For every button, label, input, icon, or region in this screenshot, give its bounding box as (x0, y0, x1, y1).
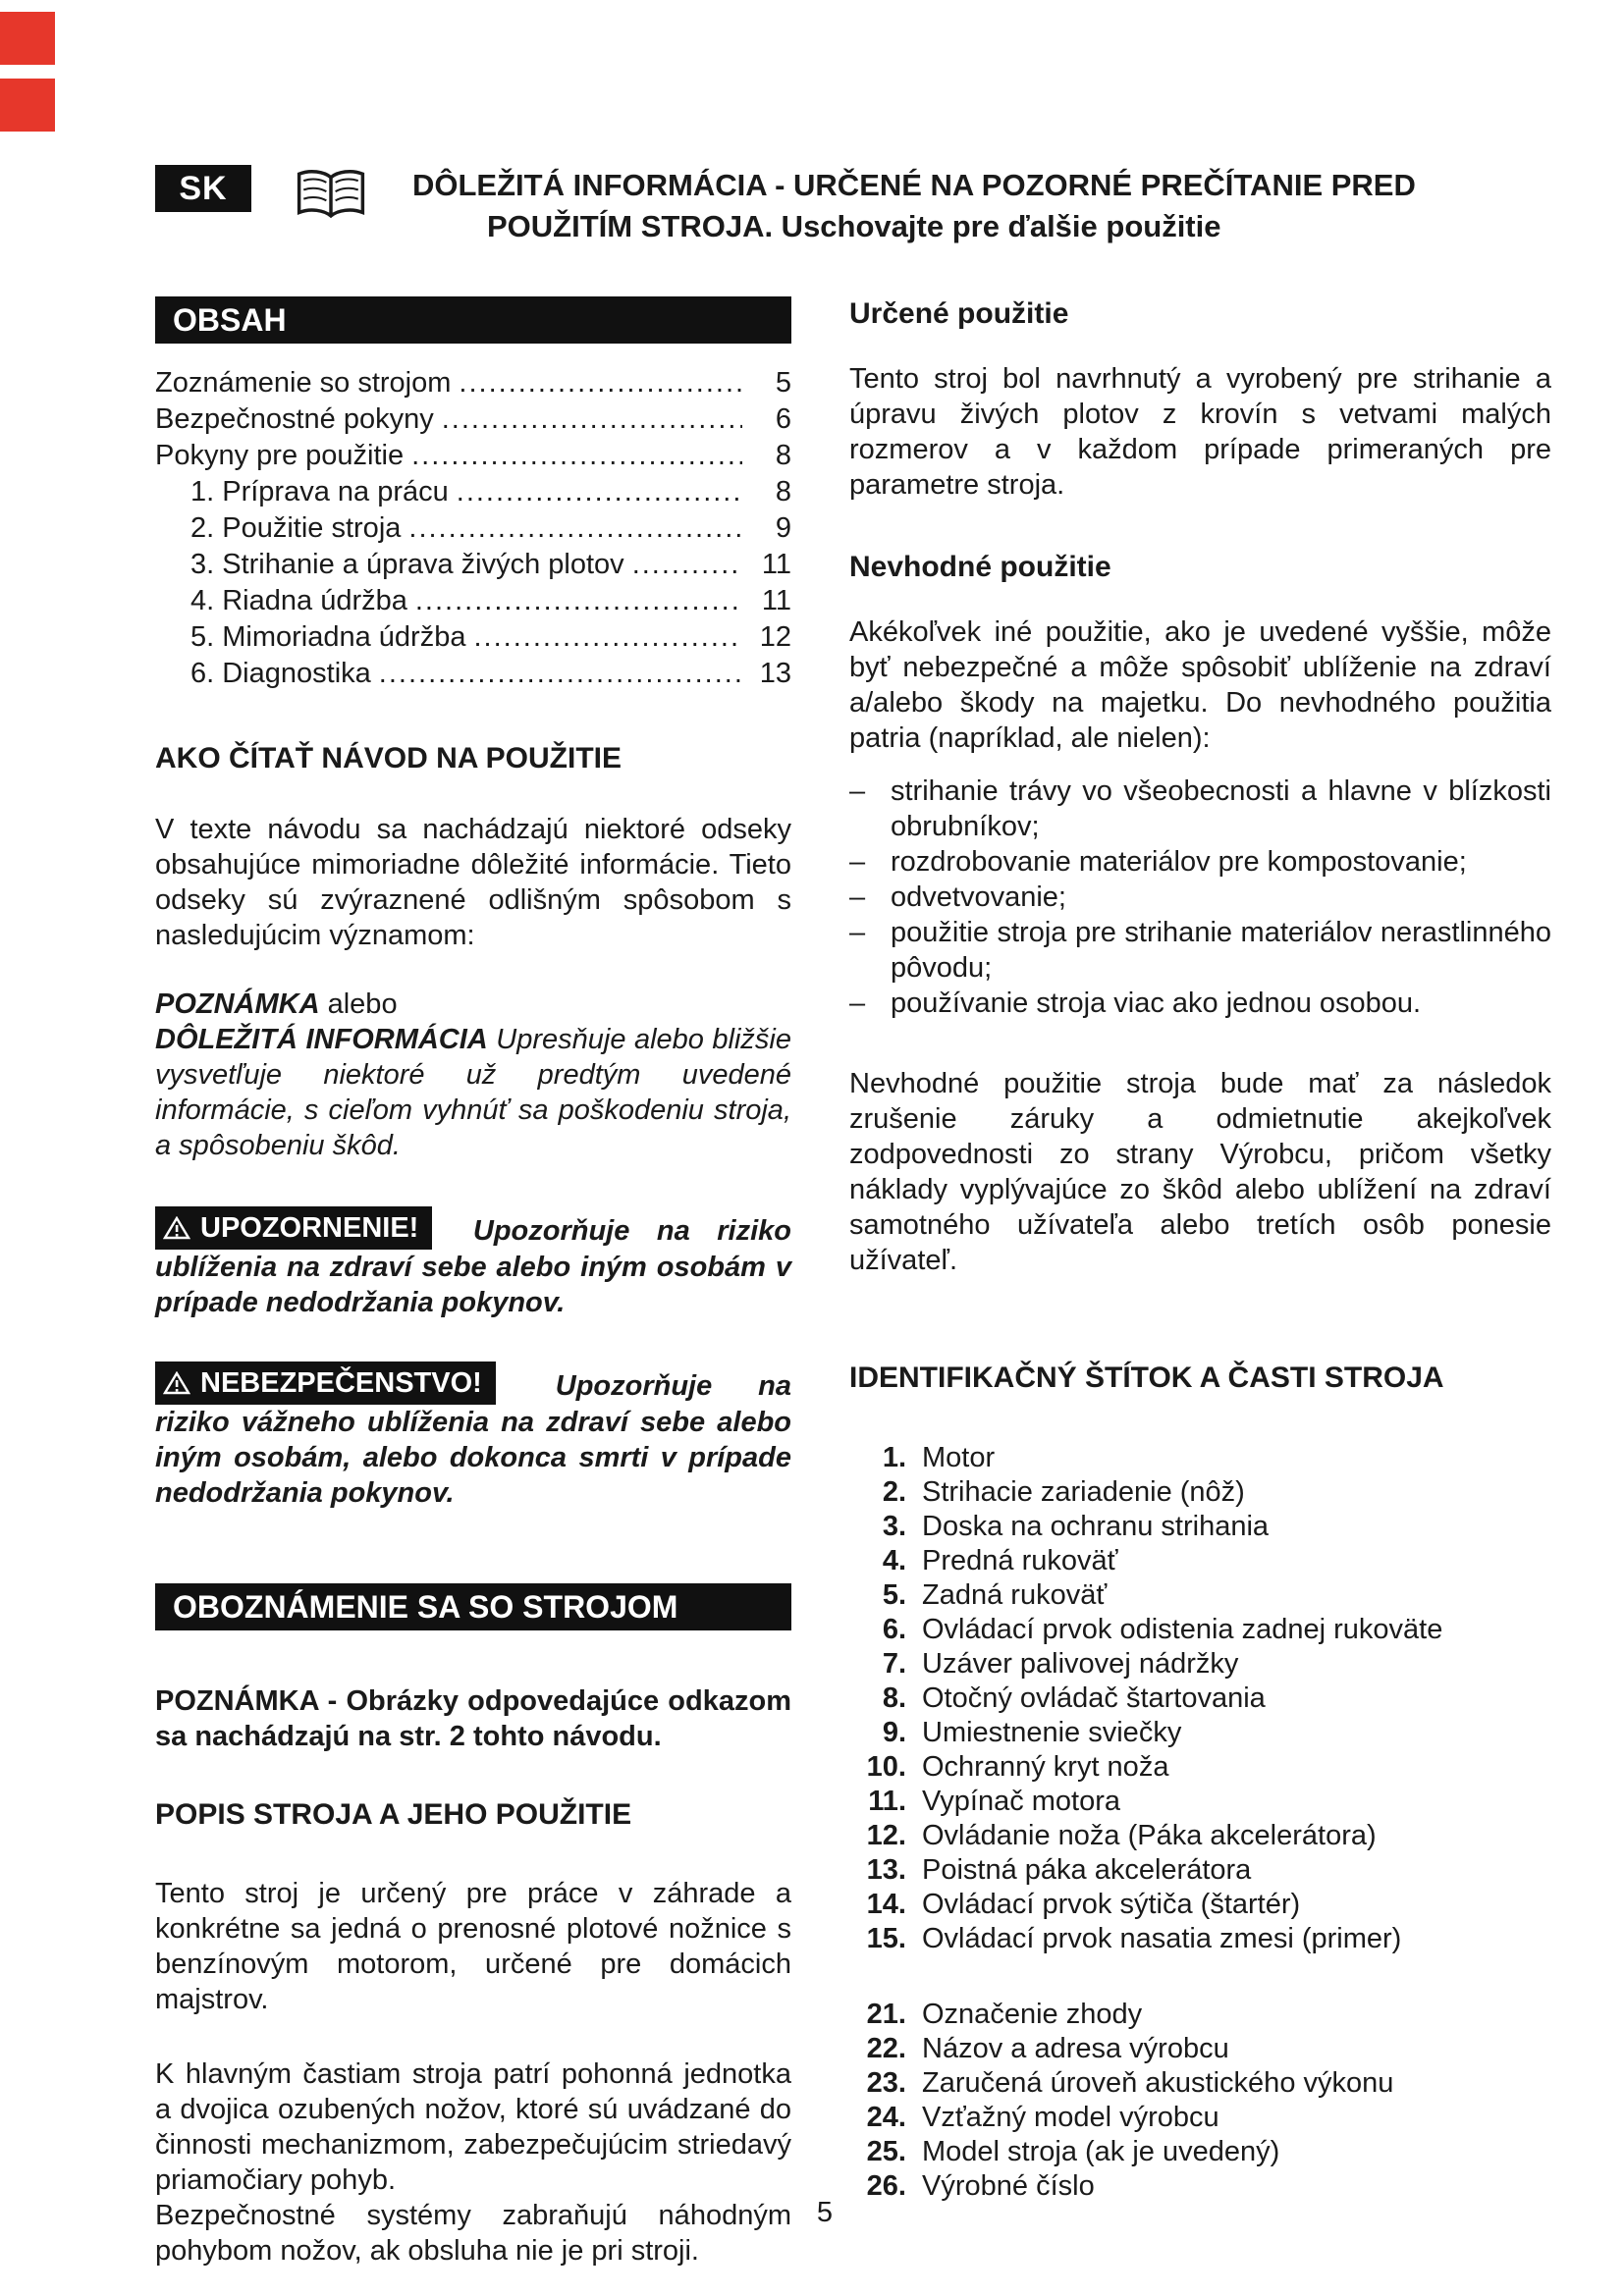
toc-row (155, 510, 791, 547)
part-text: Otočný ovládač štartovania (922, 1682, 1266, 1714)
part-text: Doska na ochranu strihania (922, 1511, 1270, 1542)
part-number: 5. (882, 1579, 906, 1611)
part-number: 15. (866, 1923, 906, 1954)
note-label: POZNÁMKA (155, 988, 320, 1020)
part-number: 10. (866, 1751, 906, 1783)
machine-parts-list (849, 1441, 1551, 1956)
note-line (155, 987, 791, 1022)
description-paragraph-1: Tento stroj je určený pre práce v záhrade a konkrétne sa jedná o prenosné plotové nožnice s benzínovým motorom, určené pre domácich majstrov. (155, 1878, 791, 2015)
toc-banner: OBSAH (155, 296, 791, 344)
toc-page-number: 9 (775, 512, 791, 544)
list-item: – používanie stroja viac ako jednou osobou. (849, 986, 1551, 1021)
intended-use-heading: Určené použitie (849, 297, 1069, 330)
description-paragraph-2: K hlavným častiam stroja patrí pohonná jednotka a dvojica ozubených nožov, ktoré sú uvádzané do činnosti mechanizmom, zabezpečujúcim striedavý priamočiary pohyb. (155, 2058, 791, 2196)
figures-note: POZNÁMKA - Obrázky odpovedajúce odkazom sa nachádzajú na str. 2 tohto návodu. (155, 1685, 791, 1752)
part-text: Ovládací prvok nasatia zmesi (primer) (922, 1923, 1402, 1954)
part-text: Ovládací prvok sýtiča (štartér) (922, 1889, 1301, 1920)
label-text: Názov a adresa výrobcu (922, 2033, 1229, 2064)
how-to-read-paragraph: V texte návodu sa nachádzajú niektoré odseky obsahujúce mimoriadne dôležité informácie. Tieto odseky sú zvýraznené odlišným spôsobom s nasledujúcim významom: (155, 814, 791, 951)
part-number: 6. (882, 1614, 906, 1645)
note-suffix: alebo (327, 988, 398, 1020)
toc-page-number: 13 (759, 658, 791, 689)
toc-dots (457, 474, 742, 510)
print-mark (0, 12, 55, 65)
toc-page-number: 8 (775, 476, 791, 507)
warning-label: UPOZORNENIE! (200, 1212, 419, 1244)
label-item (849, 2066, 1551, 2101)
toc-label: 4. Riadna údržba (190, 585, 407, 616)
description-heading: POPIS STROJA A JEHO POUŽITIE (155, 1798, 632, 1831)
part-number: 1. (882, 1442, 906, 1473)
toc-dots (459, 365, 742, 401)
label-number: 25. (866, 2136, 906, 2167)
part-number: 7. (882, 1648, 906, 1680)
part-text: Vypínač motora (922, 1786, 1121, 1817)
part-text: Umiestnenie sviečky (922, 1717, 1182, 1748)
important-label: DÔLEŽITÁ INFORMÁCIA (155, 1024, 488, 1055)
toc-row (155, 474, 791, 510)
part-item (849, 1750, 1551, 1785)
toc-label: 6. Diagnostika (190, 658, 371, 689)
part-number: 14. (866, 1889, 906, 1920)
left-column (155, 296, 791, 2269)
toc-dots (411, 438, 742, 474)
part-item (849, 1510, 1551, 1544)
improper-use-paragraph: Akékoľvek iné použitie, ako je uvedené vyššie, môže byť nebezpečné a môže spôsobiť ublíženie na zdraví a/alebo škody na majetku. Do nevhodného použitia patria (napríklad, ale nielen): (849, 616, 1551, 754)
title-line-2: POUŽITÍM STROJA. Uschovajte pre ďalšie použitie (487, 209, 1221, 243)
important-text: Upresňuje alebo bližšie vysvetľuje niektoré už predtým uvedené informácie, s cieľom vyhnúť sa poškodeniu stroja, a spôsobeniu škôd. (155, 1024, 791, 1161)
document-title (412, 165, 1416, 247)
label-item (849, 2169, 1551, 2204)
part-number: 3. (882, 1511, 906, 1542)
part-text: Poistná páka akcelerátora (922, 1854, 1252, 1886)
warning-box (155, 1206, 791, 1320)
machine-labels-list (849, 1998, 1551, 2204)
label-item (849, 2135, 1551, 2169)
part-number: 4. (882, 1545, 906, 1576)
description-paragraph-3: Bezpečnostné systémy zabraňujú náhodným pohybom nožov, ak obsluha nie je pri stroji. (155, 2200, 791, 2267)
toc-row (155, 438, 791, 474)
warning-badge (155, 1206, 432, 1250)
toc-label: 3. Strihanie a úprava živých plotov (190, 549, 624, 580)
print-mark (0, 79, 55, 132)
toc-row (155, 547, 791, 583)
part-number: 8. (882, 1682, 906, 1714)
right-column (849, 296, 1551, 2204)
toc-page-number: 12 (759, 621, 791, 653)
toc-dots (473, 619, 742, 656)
improper-use-list (849, 774, 1551, 1021)
open-book-icon (295, 167, 367, 227)
label-number: 24. (866, 2102, 906, 2133)
toc-page-number: 5 (775, 367, 791, 399)
language-badge: SK (155, 165, 251, 212)
toc-page-number: 8 (775, 440, 791, 471)
toc-label: 2. Použitie stroja (190, 512, 402, 544)
part-number: 12. (866, 1820, 906, 1851)
part-text: Ovládanie noža (Páka akcelerátora) (922, 1820, 1377, 1851)
toc-dots (408, 510, 742, 547)
part-item (849, 1785, 1551, 1819)
warning-triangle-icon (163, 1216, 190, 1240)
toc-dots (442, 401, 742, 438)
toc-page-number: 6 (775, 403, 791, 435)
toc-label: 5. Mimoriadna údržba (190, 621, 466, 653)
important-info-paragraph (155, 1022, 791, 1163)
part-text: Ovládací prvok odistenia zadnej rukoväte (922, 1614, 1443, 1645)
toc-dots (632, 547, 742, 583)
toc-row (155, 619, 791, 656)
part-item (849, 1682, 1551, 1716)
label-text: Vzťažný model výrobcu (922, 2102, 1219, 2133)
part-item (849, 1922, 1551, 1956)
danger-label: NEBEZPEČENSTVO! (200, 1367, 482, 1399)
danger-triangle-icon (163, 1371, 190, 1395)
machine-section-banner: OBOZNÁMENIE SA SO STROJOM (155, 1583, 791, 1630)
part-text: Predná rukoväť (922, 1545, 1118, 1576)
part-item (849, 1441, 1551, 1475)
label-number: 23. (866, 2067, 906, 2099)
toc-label: Bezpečnostné pokyny (155, 403, 434, 435)
list-item: – odvetvovanie; (849, 880, 1551, 915)
part-text: Strihacie zariadenie (nôž) (922, 1476, 1245, 1508)
how-to-read-heading: AKO ČÍTAŤ NÁVOD NA POUŽITIE (155, 742, 622, 774)
part-item (849, 1716, 1551, 1750)
part-item (849, 1613, 1551, 1647)
toc-row (155, 365, 791, 401)
label-number: 22. (866, 2033, 906, 2064)
part-item (849, 1888, 1551, 1922)
identification-heading: IDENTIFIKAČNÝ ŠTÍTOK A ČASTI STROJA (849, 1362, 1444, 1394)
label-item (849, 2032, 1551, 2066)
toc-dots (379, 656, 742, 692)
title-line-1: DÔLEŽITÁ INFORMÁCIA - URČENÉ NA POZORNÉ PREČÍTANIE PRED (412, 168, 1416, 202)
part-number: 2. (882, 1476, 906, 1508)
danger-text: Upozorňuje na riziko vážneho ublíženia na zdraví sebe alebo iným osobám, alebo dokonca smrti v prípade nedodržania pokynov. (155, 1370, 791, 1509)
warranty-paragraph: Nevhodné použitie stroja bude mať za následok zrušenie záruky a odmietnutie akejkoľvek zodpovednosti zo strany Výrobcu, pričom všetky náklady vyplývajúce zo škôd alebo ublížení na zdraví samotného užívateľa alebo tretích osôb ponesie užívateľ. (849, 1068, 1551, 1276)
warning-text: Upozorňuje na riziko ublíženia na zdraví sebe alebo iným osobám v prípade nedodržania pokynov. (155, 1215, 791, 1318)
part-item (849, 1475, 1551, 1510)
part-text: Ochranný kryt noža (922, 1751, 1169, 1783)
toc-label: 1. Príprava na prácu (190, 476, 449, 507)
part-item (849, 1578, 1551, 1613)
improper-use-heading: Nevhodné použitie (849, 551, 1111, 583)
label-text: Zaručená úroveň akustického výkonu (922, 2067, 1394, 2099)
toc-page-number: 11 (761, 585, 791, 616)
part-number: 9. (882, 1717, 906, 1748)
part-item (849, 1544, 1551, 1578)
page-number: 5 (816, 2197, 834, 2228)
label-number: 26. (866, 2170, 906, 2202)
label-text: Model stroja (ak je uvedený) (922, 2136, 1280, 2167)
toc-label: Pokyny pre použitie (155, 440, 405, 471)
table-of-contents (155, 365, 791, 692)
part-item (849, 1647, 1551, 1682)
part-text: Zadná rukoväť (922, 1579, 1108, 1611)
part-number: 11. (868, 1786, 906, 1817)
toc-label: Zoznámenie so strojom (155, 367, 452, 399)
list-item: – použitie stroja pre strihanie materiálov nerastlinného pôvodu; (849, 915, 1551, 986)
toc-dots (415, 583, 742, 619)
danger-box (155, 1362, 791, 1511)
toc-row (155, 401, 791, 438)
page-header (155, 165, 1555, 247)
label-item (849, 2101, 1551, 2135)
toc-row (155, 656, 791, 692)
part-number: 13. (866, 1854, 906, 1886)
toc-row (155, 583, 791, 619)
list-item: – rozdrobovanie materiálov pre kompostovanie; (849, 844, 1551, 880)
part-item (849, 1819, 1551, 1853)
label-text: Výrobné číslo (922, 2170, 1095, 2202)
part-text: Uzáver palivovej nádržky (922, 1648, 1239, 1680)
part-text: Motor (922, 1442, 996, 1473)
intended-use-paragraph: Tento stroj bol navrhnutý a vyrobený pre strihanie a úpravu živých plotov z krovín s vetvami malých rozmerov a v každom prípade primeraných pre parametre stroja. (849, 363, 1551, 501)
label-item (849, 1998, 1551, 2032)
list-item: – strihanie trávy vo všeobecnosti a hlavne v blízkosti obrubníkov; (849, 774, 1551, 844)
danger-badge (155, 1362, 496, 1405)
label-text: Označenie zhody (922, 1999, 1143, 2030)
toc-page-number: 11 (761, 549, 791, 580)
part-item (849, 1853, 1551, 1888)
label-number: 21. (866, 1999, 906, 2030)
